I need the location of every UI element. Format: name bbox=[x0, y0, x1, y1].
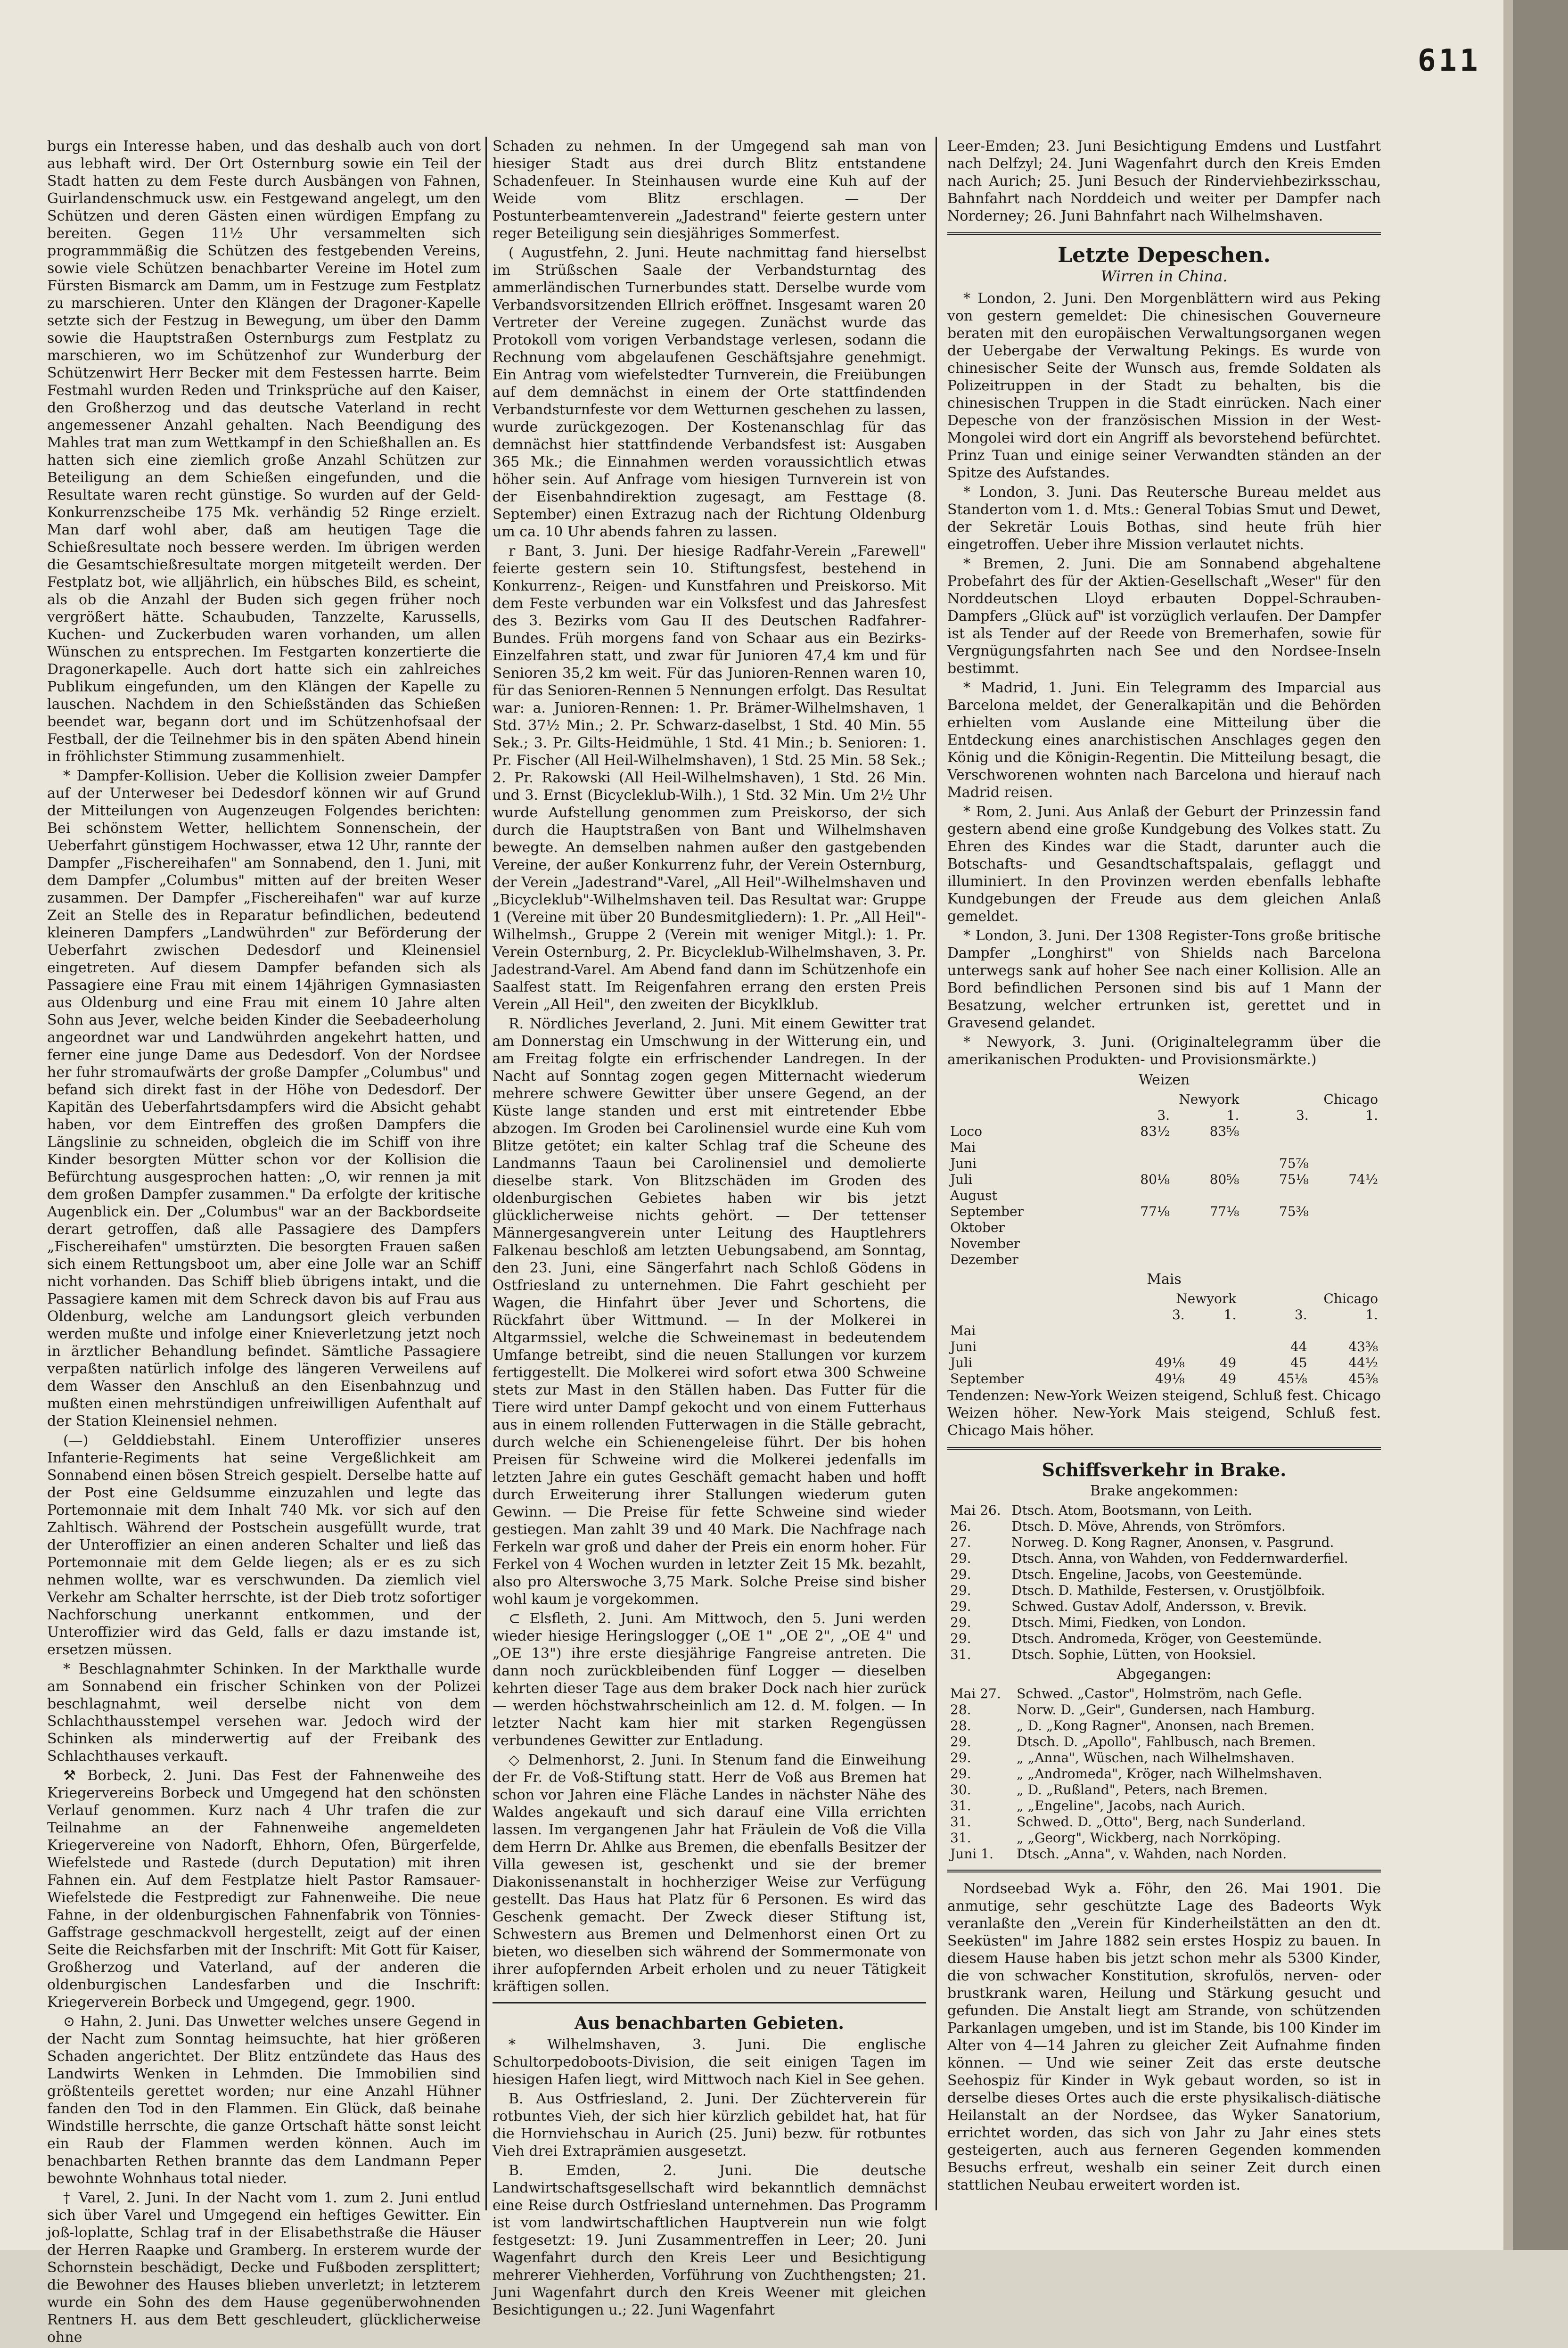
table-cell: 28. bbox=[950, 1702, 971, 1717]
table-cell: Mai bbox=[950, 1140, 976, 1155]
ship-row bbox=[947, 1567, 1381, 1583]
table-cell: Oktober bbox=[950, 1220, 1005, 1235]
article-paragraph: * Beschlagnahmter Schinken. In der Markthalle wurde am Sonnabend ein frischer Schinken von der Polizei beschlagnahmt, weil derselbe nicht von dem Schlachthausstempel versehen war. Jedoch wird der Schinken als minderwertig auf der Freibank des Schlachthauses verkauft. bbox=[47, 1661, 481, 1765]
table-cell: Dtsch. D. Mathilde, Festersen, v. Orustjölbfoik. bbox=[1011, 1583, 1325, 1598]
table-cell bbox=[1242, 1124, 1311, 1140]
section-rule bbox=[947, 1447, 1381, 1450]
table-cell bbox=[1239, 1323, 1310, 1339]
departed-table bbox=[947, 1686, 1381, 1862]
article-paragraph: ⊂ Elsfleth, 2. Juni. Am Mittwoch, den 5. Juni werden wieder hiesige Heringslogger („OE 1" „OE 2", „OE 4" und „OE 13") ihre erste diesjährige Fangreise antreten. Die dann noch zurückbleibenden fünf Logger — dieselben kehrten dieser Tage aus dem braker Dock nach hier zurück — werden höchstwahrscheinlich am 12. d. M. folgen. — In letzter Nacht kam hier mit starken Regengüssen verbundenes Gewitter zur Entladung. bbox=[493, 1610, 926, 1749]
table-cell: 29. bbox=[950, 1567, 971, 1582]
column-2 bbox=[493, 138, 926, 2321]
table-cell: Mai 27. bbox=[950, 1686, 1001, 1701]
table-row bbox=[947, 1252, 1381, 1268]
table-row bbox=[947, 1371, 1381, 1387]
article-paragraph: Schaden zu nehmen. In der Umgegend sah man von hiesiger Stadt aus drei durch Blitz entstandene Schadenfeuer. In Steinhausen wurde eine Kuh auf der Weide vom Blitz erschlagen. — Der Postunterbeamtenverein „Jadestrand" feierte gestern unter reger Beteiligung sein diesjähriges Sommerfest. bbox=[493, 138, 926, 242]
ship-row bbox=[947, 1686, 1381, 1702]
table-cell: 29. bbox=[950, 1599, 971, 1614]
table-cell bbox=[1103, 1252, 1173, 1268]
section-rule bbox=[493, 2002, 926, 2003]
dispatch-paragraph: * Bremen, 2. Juni. Die am Sonnabend abgehaltene Probefahrt des für der Aktien-Gesellschaft „Weser" für den Norddeutschen Lloyd erbauten Doppel-Schrauben-Dampfers „Glück auf" ist vorzüglich verlaufen. Der Dampfer ist als Tender auf der Reede von Bremerhafen, sowie für Vergnügungsfahrten nach See und den Nordsee-Inseln bestimmt. bbox=[947, 556, 1381, 677]
article-paragraph: * Wilhelmshaven, 3. Juni. Die englische Schultorpedoboots-Division, die seit einigen Tagen im hiesigen Hafen liegt, wird Mittwoch nach Kiel in See gehen. bbox=[493, 2036, 926, 2088]
table-cell: „ D. „Rußland", Peters, nach Bremen. bbox=[1017, 1782, 1268, 1798]
article-paragraph: ⚒ Borbeck, 2. Juni. Das Fest der Fahnenweihe des Kriegervereins Borbeck und Umgegend hat den schönsten Verlauf genommen. Kurz nach 4 Uhr trafen die zur Teilnahme an der Fahnenweihe angemeldeten Kriegervereine von Nadorft, Ehhorn, Ofen, Bürgerfelde, Wiefelstede und Rastede (durch Deputation) mit ihren Fahnen ein. Auf dem Festplatze hielt Pastor Ramsauer-Wiefelstede die Festpredigt zur Fahnenweihe. Die neue Fahne, in der oldenburgischen Fahnenfabrik von Tönnies-Gaffstrage geschmackvoll hergestellt, zeigt auf der einen Seite die Reichsfarben mit der Inschrift: Mit Gott für Kaiser, Großherzog und Vaterland, auf der anderen die oldenburgischen Landesfarben und die Inschrift: Kriegerverein Borbeck und Umgegend, gegr. 1900. bbox=[47, 1767, 481, 2011]
table-cell: 31. bbox=[950, 1830, 971, 1846]
table-cell bbox=[1242, 1188, 1311, 1204]
table-cell: Dtsch. Andromeda, Kröger, von Geestemünde. bbox=[1011, 1631, 1322, 1646]
place-header: Chicago bbox=[1323, 1092, 1378, 1107]
column-divider bbox=[485, 137, 487, 2210]
maize-table-title: Mais bbox=[1147, 1271, 1182, 1288]
table-cell: 49⅛ bbox=[1155, 1371, 1185, 1387]
column-header: 3. bbox=[1172, 1307, 1185, 1322]
table-cell bbox=[1103, 1156, 1173, 1172]
table-cell: 29. bbox=[950, 1551, 971, 1566]
table-row bbox=[947, 1124, 1381, 1140]
table-cell bbox=[1103, 1236, 1173, 1252]
article-paragraph: B. Emden, 2. Juni. Die deutsche Landwirtschaftsgesellschaft wird bekanntlich demnächst eine Reise durch Ostfriesland unternehmen. Das Programm ist vom landwirtschaftlichen Hauptverein nun wie folgt festgesetzt: 19. Juni Zusammentreffen in Leer; 20. Juni Wagenfahrt durch den Kreis Leer und Besichtigung mehrerer Viehherden, Vorführung von Zuchthengsten; 21. Juni Wagenfahrt durch den Kreis Weener mit gleichen Besichtigungen u.; 22. Juni Wagenfahrt bbox=[493, 2162, 926, 2318]
table-cell: „ „Engeline", Jacobs, nach Aurich. bbox=[1017, 1798, 1246, 1814]
arrived-table bbox=[947, 1502, 1381, 1663]
ship-row bbox=[947, 1519, 1381, 1535]
table-cell bbox=[1107, 1323, 1188, 1339]
column-1 bbox=[47, 138, 481, 2348]
ship-row bbox=[947, 1615, 1381, 1631]
table-cell: 45⅜ bbox=[1348, 1371, 1378, 1387]
table-row bbox=[947, 1323, 1381, 1339]
dispatch-paragraph: * Rom, 2. Juni. Aus Anlaß der Geburt der Prinzessin fand gestern abend eine große Kundgebung des Volkes statt. Zu Ehren des Kindes war die Stadt, darunter auch die Botschafts- und Gesandtschaftspalais, geflaggt und illuminiert. In den Provinzen werden ebenfalls lebhafte Kundgebungen der Freude aus dem gleichen Anlaß gemeldet. bbox=[947, 804, 1381, 925]
table-row bbox=[947, 1339, 1381, 1355]
dispatch-paragraph: * London, 2. Juni. Den Morgenblättern wird aus Peking von gestern gemeldet: Die chinesischen Gouverneure beraten mit den europäischen Verwaltungsorganen wegen der Uebergabe der Verwaltung Pekings. Es wurde von chinesischer Seite der Wunsch aus, fremde Soldaten als Polizeitruppen in der Stadt zu behalten, bis die chinesischen Truppen in die Stadt einrücken. Nach einer Depesche von der französischen Mission in der West-Mongolei wird dort ein Angriff als bevorstehend befürchtet. Prinz Tuan und einige seiner Verwandten ständen an der Spitze des Aufstandes. bbox=[947, 290, 1381, 481]
table-cell: „ „Georg", Wickberg, nach Norrköping. bbox=[1017, 1830, 1281, 1846]
table-cell: Juni bbox=[950, 1156, 977, 1171]
ship-row bbox=[947, 1846, 1381, 1862]
table-cell: 49⅛ bbox=[1155, 1355, 1185, 1371]
table-cell: 29. bbox=[950, 1750, 971, 1765]
departed-title: Abgegangen: bbox=[1116, 1666, 1212, 1683]
table-cell: 29. bbox=[950, 1766, 971, 1782]
wheat-table bbox=[947, 1092, 1381, 1268]
market-tendency: Tendenzen: New-York Weizen steigend, Schluß fest. Chicago Weizen höher. New-York Mais steigend, Schluß fest. Chicago Mais höher. bbox=[947, 1387, 1381, 1439]
table-cell: „ D. „Kong Ragner", Anonsen, nach Bremen. bbox=[1017, 1718, 1315, 1733]
table-cell: Dtsch. „Anna", v. Wahden, nach Norden. bbox=[1017, 1846, 1287, 1862]
shipping-title: Schiffsverkehr in Brake. bbox=[1042, 1459, 1287, 1480]
arrived-title: Brake angekommen: bbox=[1090, 1483, 1239, 1499]
table-cell: 29. bbox=[950, 1631, 971, 1646]
table-cell: 43⅜ bbox=[1348, 1339, 1378, 1355]
table-cell: 45⅛ bbox=[1277, 1371, 1307, 1387]
table-cell: 49 bbox=[1219, 1355, 1237, 1371]
table-cell bbox=[1173, 1140, 1242, 1156]
section-rule bbox=[947, 232, 1381, 235]
ship-row bbox=[947, 1647, 1381, 1663]
table-cell: 30. bbox=[950, 1782, 971, 1798]
table-cell: 74½ bbox=[1348, 1172, 1378, 1187]
column-header: 3. bbox=[1157, 1108, 1170, 1123]
table-cell bbox=[1242, 1220, 1311, 1236]
table-row bbox=[947, 1236, 1381, 1252]
table-cell bbox=[1312, 1124, 1381, 1140]
table-cell: Juni bbox=[950, 1339, 977, 1355]
table-cell bbox=[1173, 1220, 1242, 1236]
place-header: Chicago bbox=[1323, 1291, 1378, 1306]
ship-row bbox=[947, 1631, 1381, 1647]
article-paragraph: B. Aus Ostfriesland, 2. Juni. Der Züchterverein für rotbuntes Vieh, der sich hier kürzlich gebildet hat, hat für die Hornviehschau in Aurich (25. Juni) bezw. für rotbuntes Vieh drei Extraprämien ausgesetzt. bbox=[493, 2091, 926, 2159]
table-cell: 83½ bbox=[1140, 1124, 1170, 1139]
table-cell: Schwed. D. „Otto", Berg, nach Sunderland. bbox=[1017, 1814, 1306, 1830]
table-cell bbox=[1242, 1236, 1311, 1252]
table-cell: August bbox=[950, 1188, 997, 1203]
table-cell: 77⅛ bbox=[1209, 1204, 1240, 1219]
table-cell: 44½ bbox=[1348, 1355, 1378, 1371]
table-cell: 29. bbox=[950, 1615, 971, 1630]
table-cell: September bbox=[950, 1371, 1024, 1387]
table-cell bbox=[1310, 1323, 1381, 1339]
table-cell: Dezember bbox=[950, 1252, 1018, 1267]
article-paragraph: (—) Gelddiebstahl. Einem Unteroffizier unseres Infanterie-Regiments hat seine Vergeßlichkeit am Sonnabend einen bösen Streich gespielt. Derselbe hatte auf der Post eine Geldsumme einzuzahlen und legte das Portemonnaie mit dem Inhalt 740 Mk. vor sich auf den Zahltisch. Während der Postschein ausgefüllt wurde, trat der Unteroffizier an einen anderen Schalter und ließ das Portemonnaie mit dem Gelde liegen; als er es zu sich nehmen wollte, war es verschwunden. Da ziemlich viel Verkehr am Schalter herrschte, ist der Dieb trotz sofortiger Nachforschung unerkannt entkommen, und der Unteroffizier wird das Geld, falls er dazu imstande ist, ersetzen müssen. bbox=[47, 1432, 481, 1658]
table-cell: 77⅛ bbox=[1140, 1204, 1170, 1219]
table-cell bbox=[1312, 1204, 1381, 1220]
article-paragraph: ⊙ Hahn, 2. Juni. Das Unwetter welches unsere Gegend in der Nacht zum Sonntag heimsuchte, hat hier größeren Schaden angerichtet. Der Blitz entzündete das Haus des Landwirts Wenken in Lehmden. Die Immobilien sind größtenteils gerettet worden; nur eine Anzahl Hühner fanden den Tod in den Flammen. Ein Glück, daß beinahe Windstille herrschte, die ganze Ortschaft hätte sonst leicht ein Raub der Flammen werden können. Auch im benachbarten Rethen brannte das dem Landmann Peper bewohnte Wohnhaus total nieder. bbox=[47, 2013, 481, 2187]
table-cell bbox=[1312, 1140, 1381, 1156]
table-cell: Loco bbox=[950, 1124, 982, 1139]
table-cell: Dtsch. D. „Apollo", Fahlbusch, nach Bremen. bbox=[1017, 1734, 1316, 1749]
table-cell: 80⅝ bbox=[1209, 1172, 1240, 1187]
table-cell: 28. bbox=[950, 1718, 971, 1733]
table-cell: 26. bbox=[950, 1519, 971, 1534]
article-paragraph: ◇ Delmenhorst, 2. Juni. In Stenum fand die Einweihung der Fr. de Voß-Stiftung statt. Herr de Voß aus Bremen hat schon vor Jahren eine Fläche Landes in nächster Nähe des Waldes angekauft und sich darauf eine Villa errichten lassen. Im vergangenen Jahr hat Fräulein de Voß die Villa dem Herrn Dr. Ahlke aus Bremen, die ebenfalls Besitzer der Villa gewesen ist, geschenkt und sie der bremer Diakonissenanstalt in hochherziger Weise zur Verfügung gestellt. Das Haus hat Platz für 6 Personen. Es wird das Geschenk gemacht. Der Zweck dieser Stiftung ist, Schwestern aus Bremen und Delmenhorst einen Ort zu bieten, wo dieselben sich während der Sommermonate von ihrer aufopfernden Arbeit erholen und zu neuer Tätigkeit kräftigen sollen. bbox=[493, 1752, 926, 1995]
table-cell: Dtsch. D. Möve, Ahrends, von Strömfors. bbox=[1011, 1519, 1286, 1534]
table-cell: Dtsch. Sophie, Lütten, von Hooksiel. bbox=[1011, 1647, 1256, 1662]
ship-row bbox=[947, 1798, 1381, 1814]
column-3 bbox=[947, 138, 1381, 2196]
table-cell: 75⅞ bbox=[1279, 1156, 1309, 1171]
column-header: 1. bbox=[1365, 1307, 1378, 1322]
table-cell: 44 bbox=[1290, 1339, 1307, 1355]
section-rule bbox=[947, 1870, 1381, 1872]
table-cell: 75⅜ bbox=[1279, 1204, 1309, 1219]
table-cell: 27. bbox=[950, 1535, 971, 1550]
table-cell bbox=[1103, 1220, 1173, 1236]
table-cell: November bbox=[950, 1236, 1020, 1251]
table-cell: 75⅛ bbox=[1279, 1172, 1309, 1187]
table-cell bbox=[1107, 1339, 1188, 1355]
table-cell: „ „Anna", Wüschen, nach Wilhelmshaven. bbox=[1017, 1750, 1295, 1765]
table-cell: Schwed. „Castor", Holmström, nach Gefle. bbox=[1017, 1686, 1302, 1701]
table-cell bbox=[1312, 1188, 1381, 1204]
column-header: 1. bbox=[1365, 1108, 1378, 1123]
ship-row bbox=[947, 1734, 1381, 1750]
article-paragraph: R. Nördliches Jeverland, 2. Juni. Mit einem Gewitter trat am Donnerstag ein Umschwung in der Witterung ein, und am Freitag folgte ein erfrischender Landregen. In der Nacht auf Sonntag zogen gegen Mitternacht wiederum mehrere schwere Gewitter über unsere Gegend, an der Küste lange standen und erst mit eintretender Ebbe abzogen. Im Groden bei Carolinensiel wurde eine Kuh vom Blitze getötet; ein kalter Schlag traf die Scheune des Landmanns Taaun bei Carolinensiel und demolierte dieselbe stark. Von Blitzschäden im Groden des oldenburgischen Gebietes haben wir bis jetzt glücklicherweise nichts gehört. — Der tettenser Männergesangverein unter Leitung des Hauptlehrers Falkenau beschloß am letzten Uebungsabend, am Sonntag, den 23. Juni, eine Sängerfahrt nach Schloß Gödens in Ostfriesland zu unternehmen. Die Fahrt geschieht per Wagen, die Hinfahrt über Jever und Schortens, die Rückfahrt über Wittmund. — In der Molkerei in Altgarmssiel, welche die Schweinemast in bedeutendem Umfange betreibt, sind die neuen Stallungen vor kurzem fertiggestellt. Die Molkerei wird sofort etwa 300 Schweine stets zur Mast in den Ställen haben. Das Futter für die Tiere wird unter Dampf gekocht und von einem Futterhaus aus in einem rollenden Futterwagen in die Ställe gebracht, durch welche ein Schienengeleise führt. Der bis hohen Preisen für Schweine wird die Molkerei jedenfalls im letzten Jahre ein gutes Geschäft gemacht haben und hofft durch Erweiterung ihrer Stallungen wiederum guten Gewinn. — Die Preise für fette Schweine sind wieder gestiegen. Man zahlt 39 und 40 Mark. Die Nachfrage nach Ferkeln war groß und daher der Preis ein enorm hoher. Für Ferkel von 4 Wochen wurden in letzter Zeit 15 Mk. bezahlt, also pro Alterswoche 3,75 Mark. Solche Preise sind bisher wohl kaum je vorgekommen. bbox=[493, 1016, 926, 1608]
ship-row bbox=[947, 1583, 1381, 1599]
table-cell: 31. bbox=[950, 1814, 971, 1830]
table-row bbox=[947, 1156, 1381, 1172]
ship-row bbox=[947, 1750, 1381, 1766]
table-cell bbox=[1103, 1140, 1173, 1156]
table-cell: Dtsch. Atom, Bootsmann, von Leith. bbox=[1011, 1502, 1252, 1518]
table-cell: Juli bbox=[950, 1172, 973, 1187]
table-cell: Juli bbox=[950, 1355, 973, 1371]
table-cell bbox=[1188, 1323, 1240, 1339]
table-cell: 80⅛ bbox=[1140, 1172, 1170, 1187]
table-cell: Mai 26. bbox=[950, 1502, 1001, 1518]
dispatch-title: Letzte Depeschen. bbox=[1058, 243, 1271, 267]
column-header: 3. bbox=[1294, 1307, 1307, 1322]
binding-edge bbox=[1513, 0, 1568, 2250]
dispatch-paragraph: * London, 3. Juni. Das Reutersche Bureau meldet aus Standerton vom 1. d. Mts.: General Tobias Smut und Dewet, der Sekretär Louis Bothas, sind heute früh hier eingetroffen. Ueber ihre Mission verlautet nichts. bbox=[947, 484, 1381, 553]
place-header: Newyork bbox=[1179, 1092, 1240, 1107]
table-cell bbox=[1312, 1236, 1381, 1252]
table-cell bbox=[1173, 1156, 1242, 1172]
table-row bbox=[947, 1140, 1381, 1156]
table-cell bbox=[1312, 1252, 1381, 1268]
table-cell bbox=[1173, 1236, 1242, 1252]
table-cell bbox=[1242, 1252, 1311, 1268]
table-cell bbox=[1103, 1188, 1173, 1204]
ship-row bbox=[947, 1782, 1381, 1798]
table-cell bbox=[1312, 1156, 1381, 1172]
column-header: 1. bbox=[1226, 1108, 1240, 1123]
table-row bbox=[947, 1204, 1381, 1220]
table-cell bbox=[1188, 1339, 1240, 1355]
column-header: 1. bbox=[1223, 1307, 1237, 1322]
column-header: 3. bbox=[1296, 1108, 1309, 1123]
table-cell: Dtsch. Anna, von Wahden, von Feddernwarderfiel. bbox=[1011, 1551, 1348, 1566]
table-cell: „ „Andromeda", Kröger, nach Wilhelmshaven. bbox=[1017, 1766, 1322, 1782]
table-row bbox=[947, 1172, 1381, 1188]
ship-row bbox=[947, 1535, 1381, 1551]
ship-row bbox=[947, 1718, 1381, 1734]
table-cell bbox=[1173, 1252, 1242, 1268]
table-row bbox=[947, 1220, 1381, 1236]
table-row bbox=[947, 1188, 1381, 1204]
table-cell: 31. bbox=[950, 1798, 971, 1814]
article-paragraph: burgs ein Interesse haben, und das deshalb auch von dort aus lebhaft wird. Der Ort Osternburg sowie ein Teil der Stadt hatten zu dem Feste durch Ausbängen von Fahnen, Guirlandenschmuck usw. ein Festgewand angelegt, um den Schützen und deren Gästen einen würdigen Empfang zu bereiten. Gegen 11½ Uhr versammelten sich programmmäßig die Schützen des festgebenden Vereins, sowie viele Schützen benachbarter Vereine im Hotel zum Fürsten Bismarck am Damm, um in Festzuge zum Festplatz zu marschieren. Unter den Klängen der Dragoner-Kapelle setzte sich der Festzug in Bewegung, um über den Damm sowie die Hauptstraßen Osternburgs zum Festplatz zu marschieren, wo im Schützenhof zur Wunderburg der Schützenwirt Herr Becker mit dem Festessen harrte. Beim Festmahl wurden Reden und Trinksprüche auf den Kaiser, den Großherzog und das deutsche Vaterland in recht angemessener Anzahl gehalten. Nach Beendigung des Mahles trat man zum Wettkampf in den Schießhallen an. Es hatten sich eine ziemlich große Anzahl Schützen zur Beteiligung an dem Schießen eingefunden, und die Resultate waren recht günstige. So wurden auf der Geld-Konkurrenzscheibe 175 Mk. verhändig 52 Ringe erzielt. Man darf wohl aber, daß am heutigen Tage die Schießresultate noch bessere werden. Im übrigen werden die Gesamtschießresultate morgen mitgeteilt werden. Der Festplatz bot, wie alljährlich, ein hübsches Bild, es scheint, als ob die Anzahl der Buden sich gegen früher noch vergrößert hätte. Schaubuden, Tanzzelte, Karussells, Kuchen- und Zuckerbuden waren vorhanden, um allen Wünschen zu entsprechen. Im Festgarten konzertierte die Dragonerkapelle. Auch dort hatte sich ein zahlreiches Publikum eingefunden, um den Klängen der Kapelle zu lauschen. Nachdem in den Schießständen das Schießen beendet war, begann dort und im Schützenhofsaal der Festball, der die Teilnehmer bis in den späten Abend hinein in fröhlichster Stimmung zusammenhielt. bbox=[47, 138, 481, 765]
table-cell: Norw. D. „Geir", Gundersen, nach Hamburg. bbox=[1017, 1702, 1315, 1717]
ship-row bbox=[947, 1502, 1381, 1519]
ship-row bbox=[947, 1599, 1381, 1615]
table-cell: Schwed. Gustav Adolf, Andersson, v. Brevik. bbox=[1011, 1599, 1307, 1614]
place-header: Newyork bbox=[1176, 1291, 1237, 1306]
ship-row bbox=[947, 1766, 1381, 1782]
table-cell: 83⅝ bbox=[1209, 1124, 1240, 1139]
binding-shadow bbox=[1503, 0, 1513, 2250]
table-cell: 31. bbox=[950, 1647, 971, 1662]
table-cell: 29. bbox=[950, 1734, 971, 1749]
section-title: Aus benachbarten Gebieten. bbox=[575, 2013, 844, 2033]
table-cell: Mai bbox=[950, 1323, 976, 1338]
table-cell: 29. bbox=[950, 1583, 971, 1598]
table-cell: Dtsch. Mimi, Fiedken, von London. bbox=[1011, 1615, 1246, 1630]
ship-row bbox=[947, 1830, 1381, 1846]
maize-table bbox=[947, 1291, 1381, 1387]
article-paragraph: ( Augustfehn, 2. Juni. Heute nachmittag fand hierselbst im Strüßschen Saale der Verbandsturntag des ammerländischen Turnerbundes statt. Derselbe wurde vom Verbandsvorsitzenden Ellrich eröffnet. Insgesamt waren 20 Vertreter der Vereine zugegen. Zunächst wurde das Protokoll vom vorigen Verbandstage verlesen, sodann die Rechnung vom abgelaufenen Geschäftsjahre genehmigt. Ein Antrag vom wiefelstedter Turnverein, die Freiübungen auf dem demnächst in einem der Orte stattfindenden Verbandsturnfeste vor dem Wetturnen geschehen zu lassen, wurde zurückgezogen. Der Kostenanschlag für das demnächst hier stattfindende Verbandsfest ist: Ausgaben 365 Mk.; die Einnahmen werden voraussichtlich etwas höher sein. Auf Anfrage vom hiesigen Turnverein ist von der Eisenbahndirektion zugesagt, am Festtage (8. September) einen Extrazug nach der Richtung Oldenburg um ca. 10 Uhr abends fahren zu lassen. bbox=[493, 245, 926, 540]
article-paragraph: r Bant, 3. Juni. Der hiesige Radfahr-Verein „Farewell" feierte gestern sein 10. Stiftungsfest, bestehend in Konkurrenz-, Reigen- und Kunstfahren und Preiskorso. Mit dem Feste verbunden war ein Volksfest und das Jahresfest des 3. Bezirks vom Gau II des Deutschen Radfahrer-Bundes. Früh morgens fand von Schaar aus ein Bezirks-Einzelfahren statt, und zwar für Junioren 47,4 km und für Senioren 35,2 km weit. Für das Junioren-Rennen waren 10, für das Senioren-Rennen 5 Nennungen erfolgt. Das Resultat war: a. Junioren-Rennen: 1. Pr. Brämer-Wilhelmshaven, 1 Std. 37½ Min.; 2. Pr. Schwarz-daselbst, 1 Std. 40 Min. 55 Sek.; 3. Pr. Gilts-Heidmühle, 1 Std. 41 Min.; b. Senioren: 1. Pr. Fischer (All Heil-Wilhelmshaven), 1 Std. 25 Min. 58 Sek.; 2. Pr. Rakowski (All Heil-Wilhelmshaven), 1 Std. 26 Min. und 3. Ernst (Bicycleklub-Wilh.), 1 Std. 32 Min. Um 2½ Uhr wurde Aufstellung genommen zum Preiskorso, der sich durch die Hauptstraßen von Bant und Wilhelmshaven bewegte. An demselben nahmen außer den gastgebenden Vereine, der außer Konkurrenz fuhr, der Verein Osternburg, der Verein „Jadestrand"-Varel, „All Heil"-Wilhelmshaven und „Bicycleklub"-Wilhelmshaven teil. Das Resultat war: Gruppe 1 (Vereine mit über 20 Bundesmitgliedern): 1. Pr. „All Heil"-Wilhelmsh., Gruppe 2 (Verein mit weniger Mitgl.): 1. Pr. Verein Osternburg, 2. Pr. Bicycleklub-Wilhelmshaven, 3. Pr. Jadestrand-Varel. Am Abend fand dann im Schützenhofe ein Saalfest statt. Im Reigenfahren errang den ersten Preis Verein „All Heil", den zweiten der Bicyklklub. bbox=[493, 543, 926, 1013]
table-row bbox=[947, 1355, 1381, 1371]
dispatch-paragraph: * London, 3. Juni. Der 1308 Register-Tons große britische Dampfer „Longhirst" von Shields nach Barcelona unterwegs sank auf hoher See nach einer Kollision. Alle an Bord befindlichen Personen sind bis auf 1 Mann der Besatzung, welcher ertrunken ist, gerettet und in Gravesend gelandet. bbox=[947, 928, 1381, 1031]
article-paragraph: † Varel, 2. Juni. In der Nacht vom 1. zum 2. Juni entlud sich über Varel und Umgegend ein heftiges Gewitter. Ein joß-loplatte, Schlag traf in der Elisabethstraße die Häuser der Herren Raapke und Gramberg. In ersterem wurde der Schornstein beschädigt, Decke und Fußboden zersplittert; die Bewohner des Hauses blieben unverletzt; in letzterem wurde ein Sohn des dem Hause gegenüberwohnenden Rentners H. aus dem Bett geschleudert, glücklicherweise ohne bbox=[47, 2190, 481, 2346]
ship-row bbox=[947, 1551, 1381, 1567]
column-divider bbox=[936, 137, 937, 2210]
dispatch-paragraph: * Madrid, 1. Juni. Ein Telegramm des Imparcial aus Barcelona meldet, der Generalkapitän und die Behörden erhielten vom Auslande eine Mitteilung über die Entdeckung eines anarchistischen Anschlages gegen den König und die Königin-Regentin. Die Mitteilung besagt, die Verschworenen wohnten nach Barcelona und hierauf nach Madrid reisen. bbox=[947, 680, 1381, 801]
table-cell: Norweg. D. Kong Ragner, Anonsen, v. Pasgrund. bbox=[1011, 1535, 1334, 1550]
table-cell bbox=[1242, 1140, 1311, 1156]
table-cell: Juni 1. bbox=[950, 1846, 993, 1862]
dispatch-paragraph: * Newyork, 3. Juni. (Originaltelegramm über die amerikanischen Produkten- und Provisionsmärkte.) bbox=[947, 1034, 1381, 1068]
dispatch-subtitle: Wirren in China. bbox=[1100, 267, 1228, 285]
article-paragraph: Leer-Emden; 23. Juni Besichtigung Emdens und Lustfahrt nach Delfzyl; 24. Juni Wagenfahrt durch den Kreis Emden nach Aurich; 25. Juni Besuch der Rinderviehbezirksschau, Bahnfahrt nach Norddeich und weiter per Dampfer nach Norderney; 26. Juni Bahnfahrt nach Wilhelmshaven. bbox=[947, 138, 1381, 224]
ship-row bbox=[947, 1702, 1381, 1718]
table-cell bbox=[1173, 1188, 1242, 1204]
page-number: 611 bbox=[1418, 43, 1481, 78]
ship-row bbox=[947, 1814, 1381, 1830]
table-cell: 49 bbox=[1219, 1371, 1237, 1387]
table-cell: September bbox=[950, 1204, 1024, 1219]
wheat-table-title: Weizen bbox=[1138, 1072, 1190, 1088]
article-paragraph: * Dampfer-Kollision. Ueber die Kollision zweier Dampfer auf der Unterweser bei Dedesdorf können wir auf Grund der Mitteilungen von Augenzeugen Folgendes berichten: Bei schönstem Wetter, hellichtem Sonnenschein, der Ueberfahrt günstigem Hochwasser, etwa 12 Uhr, rannte der Dampfer „Fischereihafen" am Sonnabend, den 1. Juni, mit dem Dampfer „Columbus" mitten auf der breiten Weser zusammen. Der Dampfer „Fischereihafen" war auf kurze Zeit an Stelle des in Reparatur befindlichen, bedeutend kleineren Dampfers „Landwührden" zur Beförderung der Ueberfahrt zwischen Dedesdorf und Kleinensiel eingetreten. Auf diesem Dampfer befanden sich als Passagiere eine Frau mit einem 14jährigen Gymnasiasten aus Oldenburg und eine Frau mit einem 10 Jahre alten Sohn aus Jever, welche beiden Kinder die Seebadeerholung angeordnet war und Landwührden angekehrt hatten, und ferner eine junge Dame aus Dedesdorf. Von der Nordsee her fuhr stromaufwärts der große Dampfer „Columbus" und befand sich direkt fast in der Höhe von Dedesdorf. Der Kapitän des Ueberfahrtsdampfers wird die Absicht gehabt haben, vor dem Eintreffen des großen Dampfers die Längslinie zu schneiden, obgleich die im Schiff von ihre Kinder besorgten Mütter schon vor der Kollision die Befürchtung ausgesprochen hatten: „O, wir rennen ja mit dem großen Dampfer zusammen." Da erfolgte der kritische Augenblick ein. Der „Columbus" war an der Backbordseite derart getroffen, daß alle Passagiere des Dampfers „Fischereihafen" umstürzten. Die besorgten Frauen saßen sich einem Rettungsboot um, aber eine Jolle war an Schiff nicht vorhanden. Das Schiff blieb übrigens intakt, und die Passagiere kamen mit dem Schreck davon bis auf Frau aus Oldenburg, welche am Landungsort gleich verbunden werden mußte und infolge einer Knieverletzung jetzt noch in ärztlicher Behandlung befindet. Sämtliche Passagiere verpaßten natürlich infolge des längeren Verweilens auf dem Wasser den Anschluß an den Eisenbahnzug und mußten einen mehrstündigen unfreiwilligen Aufenthalt auf der Station Kleinensiel nehmen. bbox=[47, 768, 481, 1429]
table-cell: Dtsch. Engeline, Jacobs, von Geestemünde. bbox=[1011, 1567, 1302, 1582]
article-paragraph: Nordseebad Wyk a. Föhr, den 26. Mai 1901. Die anmutige, sehr geschützte Lage des Badeorts Wyk veranlaßte den „Verein für Kinderheilstätten an den dt. Seeküsten" im Jahre 1882 sein erstes Hospiz zu bauen. In diesem Hause haben bis jetzt schon mehr als 5300 Kinder, die von schwacher Konstitution, skrofulös, nerven- oder brustkrank waren, Heilung und Stärkung gesucht und gefunden. Die Anstalt liegt am Strande, von schützenden Parkanlagen umgeben, und ist im Stande, bis 100 Kinder im Alter von 4—14 Jahren zu gleicher Zeit Aufnahme finden können. — Und wie seiner Zeit das erste deutsche Seehospiz für Kinder in Wyk gebaut worden, so ist in derselbe dieses Ortes auch die erste physikalisch-diätische Heilanstalt an der Nordsee, das Wyker Sanatorium, errichtet worden, das sich von Jahr zu Jahr eines stets gesteigerten, auch aus ferneren Gegenden kommenden Besuchs erfreut, weshalb ein seiner Zeit durch einen stattlichen Neubau erweitert worden ist. bbox=[947, 1880, 1381, 2193]
table-cell: 45 bbox=[1290, 1355, 1307, 1371]
table-cell bbox=[1312, 1220, 1381, 1236]
